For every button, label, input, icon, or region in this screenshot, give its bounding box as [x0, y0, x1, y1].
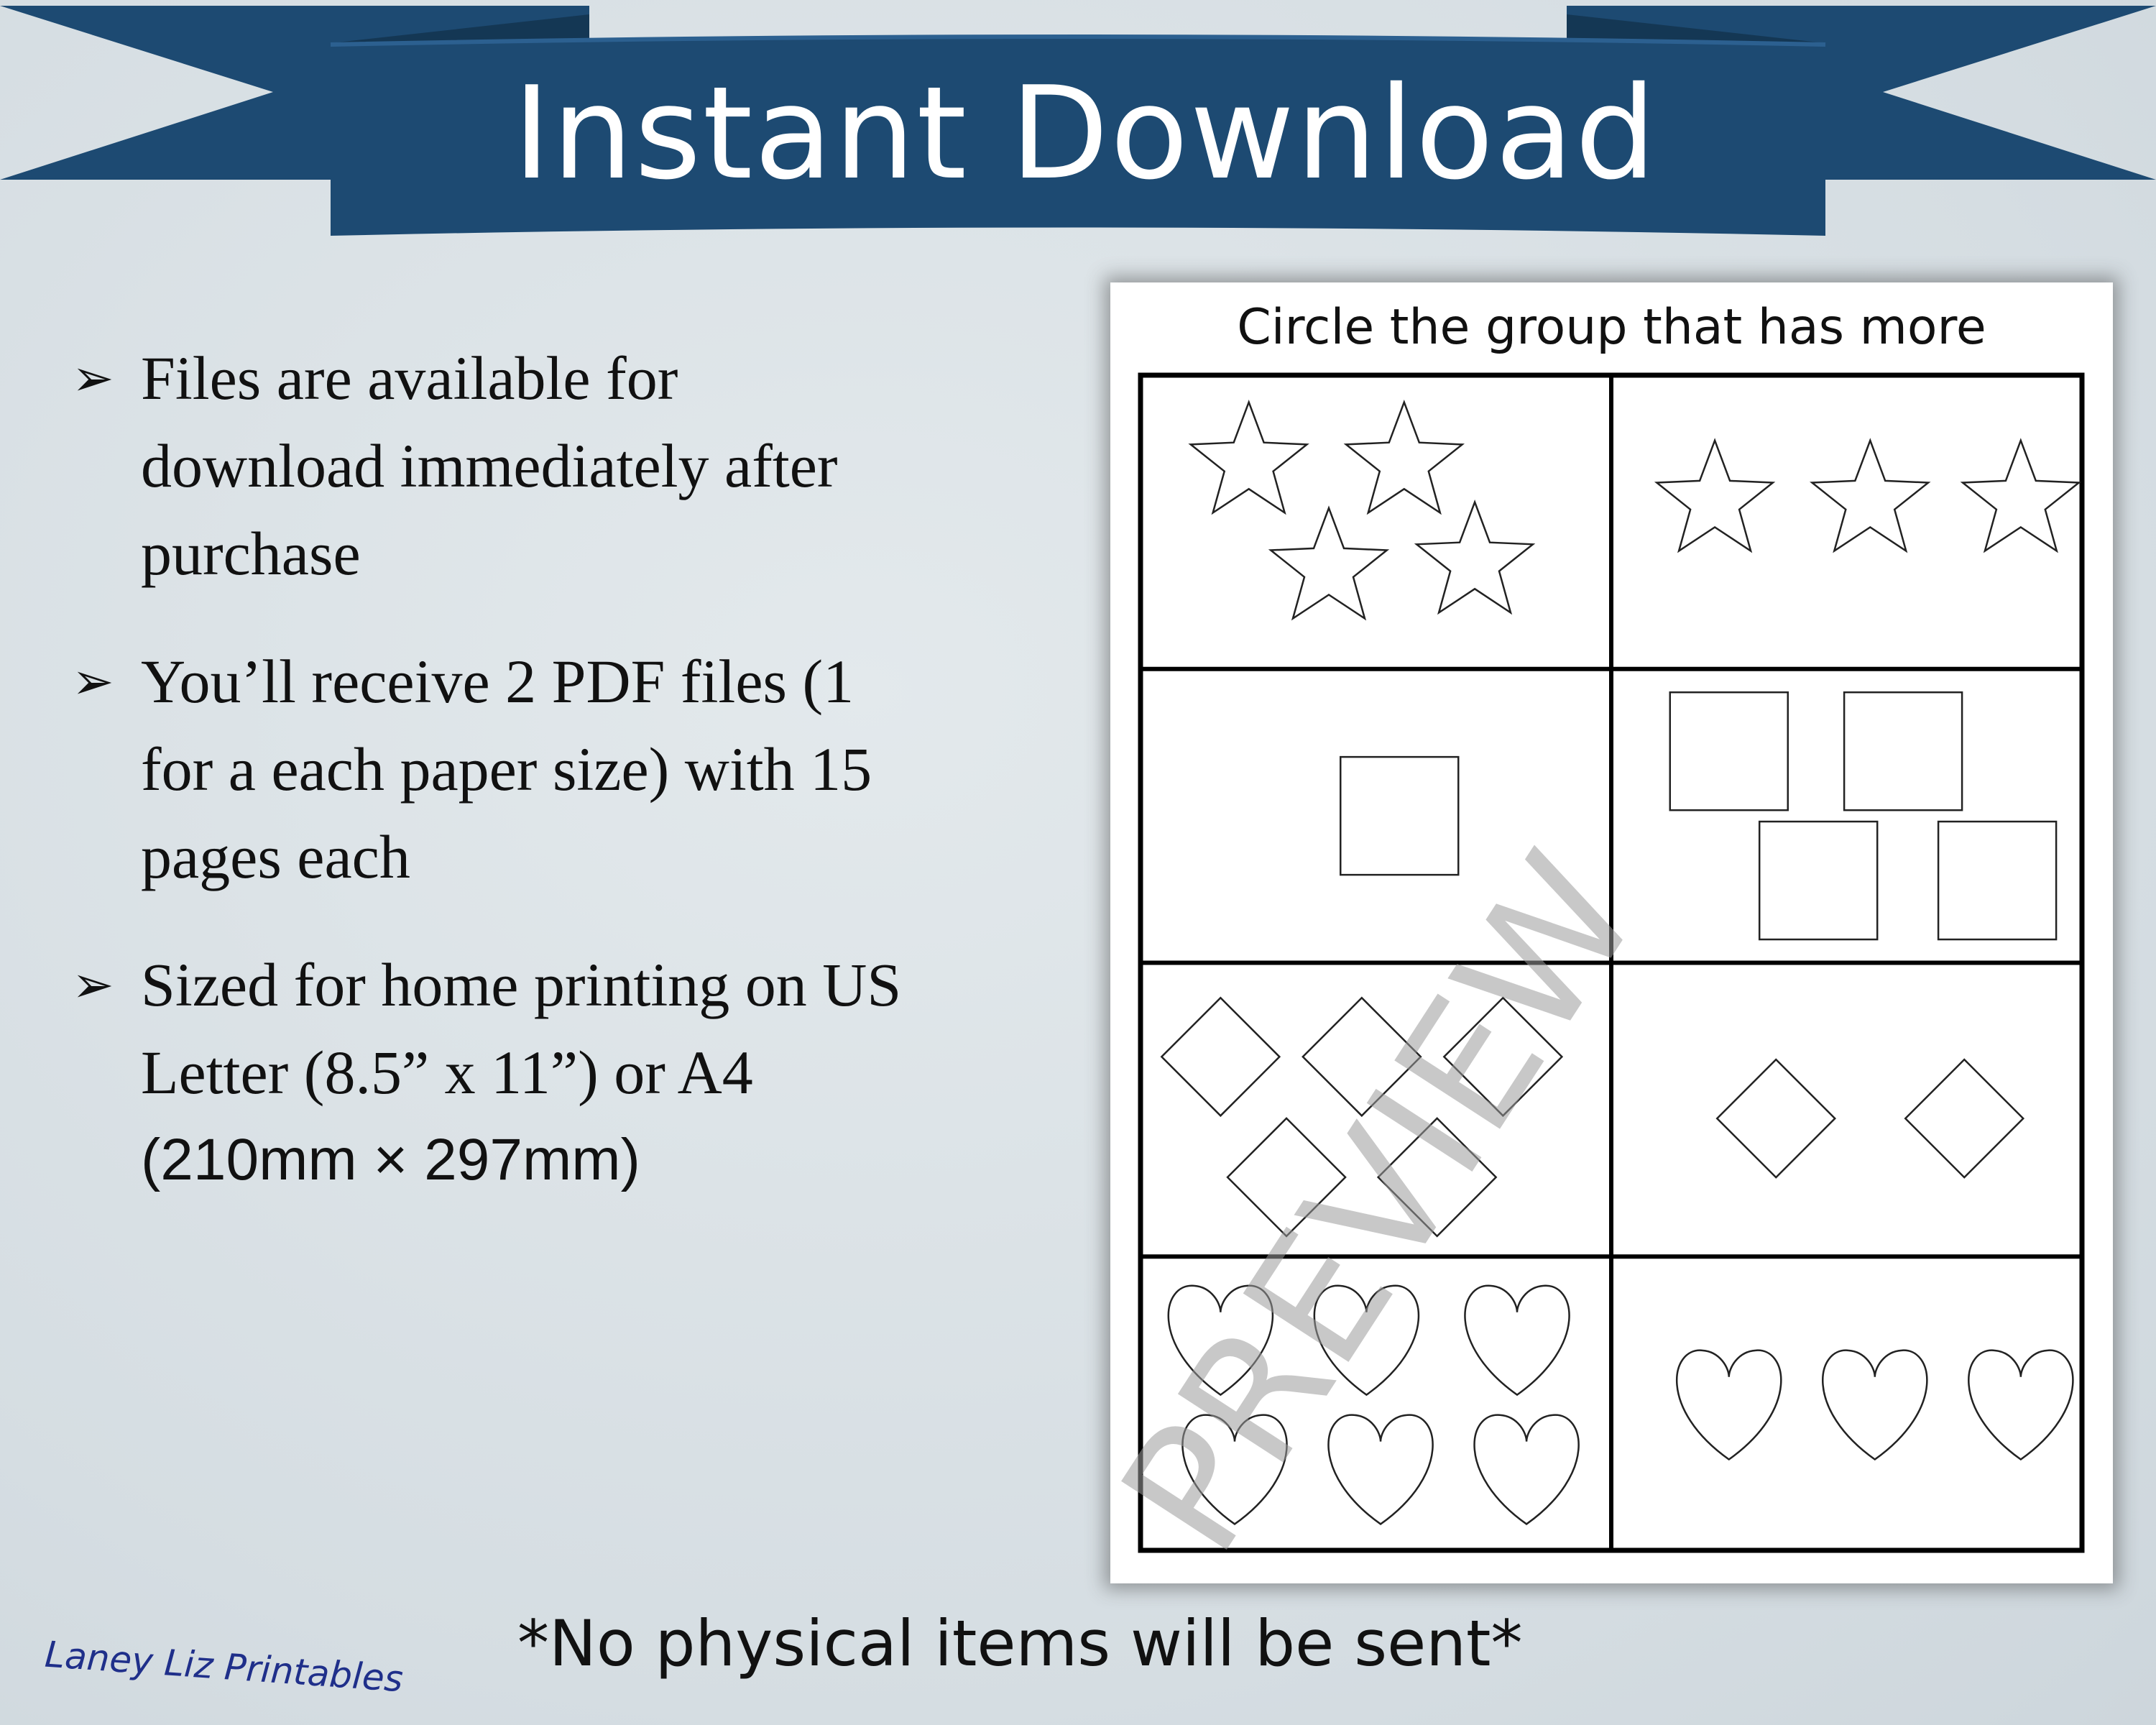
square-icon [1759, 822, 1877, 939]
bullet-line: pages each [141, 822, 410, 891]
arrow-bullet-icon: ➢ [72, 652, 114, 711]
square-icon [1844, 692, 1962, 810]
banner-title: Instant Download [512, 58, 1658, 208]
star-icon [1191, 402, 1307, 513]
diamond-icon [1161, 998, 1279, 1116]
bullet-line: for a each paper size) with 15 [141, 735, 872, 804]
bullet-line: download immediately after [141, 431, 838, 500]
bullet-line: Sized for home printing on US [141, 950, 902, 1019]
bullet-line: (210mm × 297mm) [141, 1127, 640, 1192]
worksheet-title: Circle the group that has more [1237, 298, 1986, 356]
heart-icon [1823, 1351, 1927, 1460]
star-icon [1812, 441, 1928, 551]
footer-note: *No physical items will be sent* [517, 1606, 1523, 1680]
bullet-line: Letter (8.5” x 11”) or A4 [141, 1038, 753, 1107]
square-icon [1938, 822, 2056, 939]
brand-logo: Laney Liz Printables [43, 1633, 405, 1701]
star-icon [1416, 502, 1533, 613]
square-icon [1340, 757, 1458, 875]
star-icon [1346, 402, 1462, 513]
heart-icon [1475, 1415, 1579, 1524]
heart-icon [1968, 1351, 2073, 1460]
star-icon [1657, 441, 1773, 551]
preview-watermark: PREVIEW [1082, 821, 1677, 1586]
bullet-line: purchase [141, 519, 361, 588]
arrow-bullet-icon: ➢ [72, 955, 114, 1014]
bullet-line: You’ll receive 2 PDF files (1 [141, 647, 854, 716]
bullet-line: Files are available for [141, 344, 678, 413]
diamond-icon [1905, 1059, 2023, 1177]
heart-icon [1465, 1286, 1569, 1395]
diamond-icon [1717, 1059, 1835, 1177]
heart-icon [1677, 1351, 1781, 1460]
arrow-bullet-icon: ➢ [72, 349, 114, 408]
star-icon [1271, 508, 1387, 619]
square-icon [1670, 692, 1788, 810]
star-icon [1963, 441, 2079, 551]
